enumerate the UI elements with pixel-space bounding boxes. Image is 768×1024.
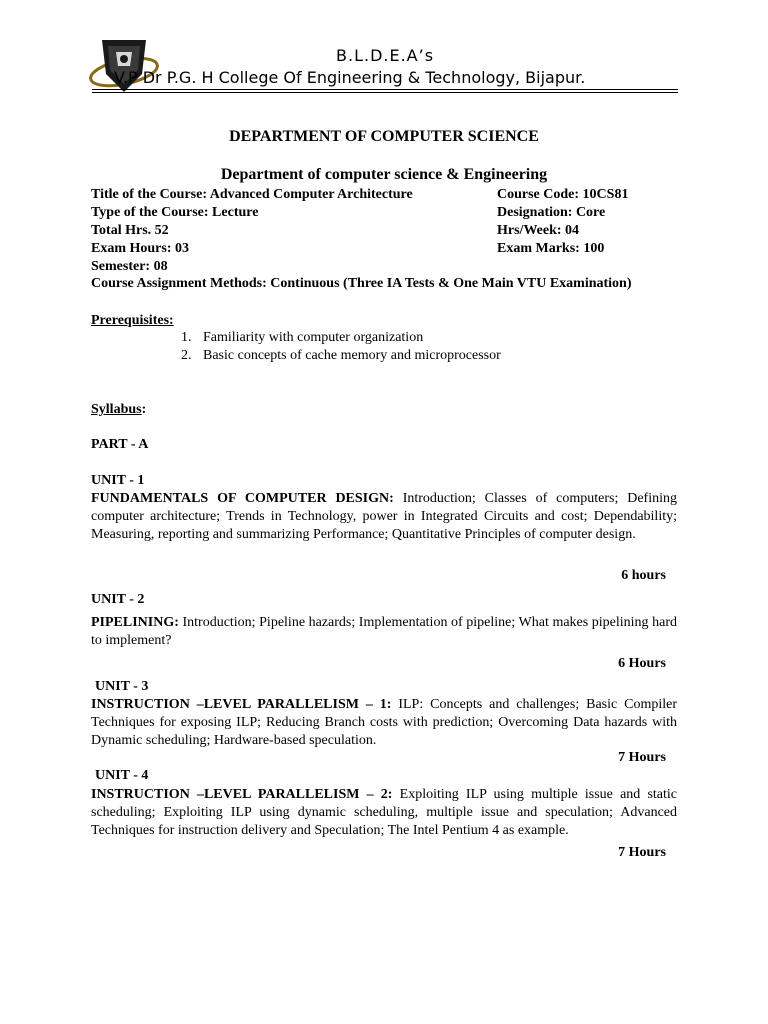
course-type: Type of the Course: Lecture [91, 205, 259, 220]
semester: Semester: 08 [91, 259, 168, 274]
unit-hours: 6 hours [621, 568, 666, 583]
unit-topic: FUNDAMENTALS OF COMPUTER DESIGN: [91, 491, 394, 506]
syllabus-label [91, 402, 146, 418]
unit-description [91, 614, 677, 650]
unit-description [91, 786, 677, 840]
unit-hours: 6 Hours [618, 656, 666, 671]
unit-hours: 7 Hours [618, 845, 666, 860]
assignment-methods: Course Assignment Methods: Continuous (Three IA Tests & One Main VTU Examination) [91, 276, 632, 291]
prerequisite-number-1: 1. [181, 330, 192, 345]
unit-heading: UNIT - 3 [95, 679, 149, 694]
total-hours: Total Hrs. 52 [91, 223, 169, 238]
prerequisite-number-2: 2. [181, 348, 192, 363]
prerequisite-item: Basic concepts of cache memory and microprocessor [203, 348, 501, 363]
syllabus-label-text: Syllabus [91, 402, 142, 417]
unit-body: Exploiting ILP using multiple issue and static scheduling; Exploiting ILP using dynamic scheduling, multiple issue and speculation; Advanced Techniques for instruction delivery and Speculation; The Intel Pentium 4 as example. [91, 787, 677, 838]
part-heading: PART - A [91, 437, 149, 452]
course-code: Course Code: 10CS81 [497, 187, 629, 202]
organization-name: B.L.D.E.A’s [336, 46, 435, 65]
subdepartment-title: Department of computer science & Engineering [220, 166, 548, 183]
unit-heading: UNIT - 1 [91, 473, 145, 488]
unit-hours: 7 Hours [618, 750, 666, 765]
unit-description [91, 696, 677, 750]
unit-description [91, 490, 677, 544]
exam-marks: Exam Marks: 100 [497, 241, 605, 256]
college-name: V.P Dr P.G. H College Of Engineering & Technology, Bijapur. [114, 68, 586, 87]
unit-topic: PIPELINING: [91, 615, 179, 630]
unit-topic: INSTRUCTION –LEVEL PARALLELISM – 2: [91, 787, 393, 802]
unit-body: ILP: Concepts and challenges; Basic Compiler Techniques for exposing ILP; Reducing Branch costs with prediction; Overcoming Data hazards with Dynamic scheduling; Hardware-based speculation. [91, 697, 678, 748]
prerequisites-label: Prerequisites: [91, 313, 174, 328]
header-rule-double [92, 92, 678, 93]
exam-hours: Exam Hours: 03 [91, 241, 189, 256]
unit-heading: UNIT - 2 [91, 592, 145, 607]
syllabus-colon: : [141, 402, 147, 417]
hours-per-week: Hrs/Week: 04 [497, 223, 580, 238]
unit-body: Introduction; Classes of computers; Defining computer architecture; Trends in Technology, power in Integrated Circuits and cost; Dependability; Measuring, reporting and summarizing Performance; Quantitative Principles of computer design. [91, 491, 677, 542]
unit-heading: UNIT - 4 [95, 768, 149, 783]
unit-topic: INSTRUCTION –LEVEL PARALLELISM – 1: [91, 697, 392, 712]
department-title: DEPARTMENT OF COMPUTER SCIENCE [229, 128, 539, 145]
course-designation: Designation: Core [497, 205, 606, 220]
unit-body: Introduction; Pipeline hazards; Implementation of pipeline; What makes pipelining hard to implement? [91, 615, 677, 648]
header-rule [92, 89, 678, 90]
course-title: Title of the Course: Advanced Computer Architecture [91, 187, 413, 202]
prerequisite-item: Familiarity with computer organization [203, 330, 424, 345]
